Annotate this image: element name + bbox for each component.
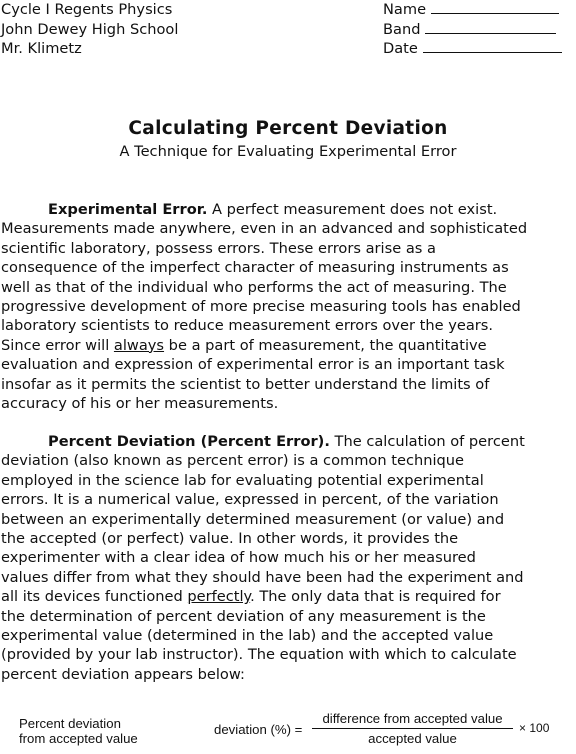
emphasis-always: always: [113, 336, 165, 354]
experimental-error-paragraph: Experimental Error. A perfect measurement does not exist. Measurements made anywhere, even in an advanced and sophisticated scientific laboratory, possess errors. These errors arise as a consequence of the imperfect character of measuring instruments as well as that of the individual who performs the act of measuring. The progressive development of more precise measuring tools has enabled laboratory scientists to reduce measurement errors over the years. Since error will always be a part of measurement, the quantitative evaluation and expression of experimental error is an important task insofar as it permits the scientist to better understand the limits of accuracy of his or her measurements.: [1, 201, 528, 413]
formula-lhs: deviation (%) =: [214, 722, 303, 737]
date-label: Date: [383, 40, 418, 57]
formula-denominator: accepted value: [368, 731, 457, 746]
teacher-name: Mr. Klimetz: [1, 40, 82, 57]
band-field[interactable]: [383, 20, 562, 40]
name-label: Name: [383, 1, 427, 18]
experimental-error-heading: Experimental Error.: [48, 201, 208, 218]
page-title: Calculating Percent Deviation: [128, 118, 448, 139]
percent-deviation-formula: [0, 708, 576, 754]
emphasis-perfectly: perfectly: [187, 588, 251, 606]
date-blank[interactable]: [423, 39, 562, 53]
percent-deviation-paragraph: Percent Deviation (Percent Error). The calculation of percent deviation (also known as percent error) is a common technique employed in the science lab for evaluating potential experimental errors. It is a numerical value, expressed in percent, of the variation between an experimentally determined measurement (or value) and the accepted (or perfect) value. In other words, it provides the experimenter with a clear idea of how much his or her measured values differ from what they should have been had the experiment and all its devices functioned perfectly. The only data that is required for the determination of percent deviation of any measurement is the experimental value (determined in the lab) and the accepted value (provided by your lab instructor). The equation with which to calculate percent deviation appears below:: [1, 433, 525, 683]
band-label: Band: [383, 20, 421, 38]
percent-deviation-heading: Percent Deviation (Percent Error).: [48, 433, 330, 450]
formula-numerator: difference from accepted value: [322, 711, 503, 726]
date-field[interactable]: [383, 39, 562, 59]
school-name: John Dewey High School: [1, 20, 179, 38]
header-right: [383, 0, 562, 59]
band-blank[interactable]: [425, 20, 556, 34]
header-left: [1, 0, 178, 59]
formula-fraction: [312, 711, 513, 746]
course-name: Cycle I Regents Physics: [1, 1, 173, 18]
name-blank[interactable]: [431, 0, 559, 14]
formula-multiplier: × 100: [519, 721, 550, 735]
formula-label: Percent deviation from accepted value: [19, 716, 138, 746]
name-field[interactable]: [383, 0, 562, 20]
page-subtitle: A Technique for Evaluating Experimental Error: [119, 143, 457, 160]
